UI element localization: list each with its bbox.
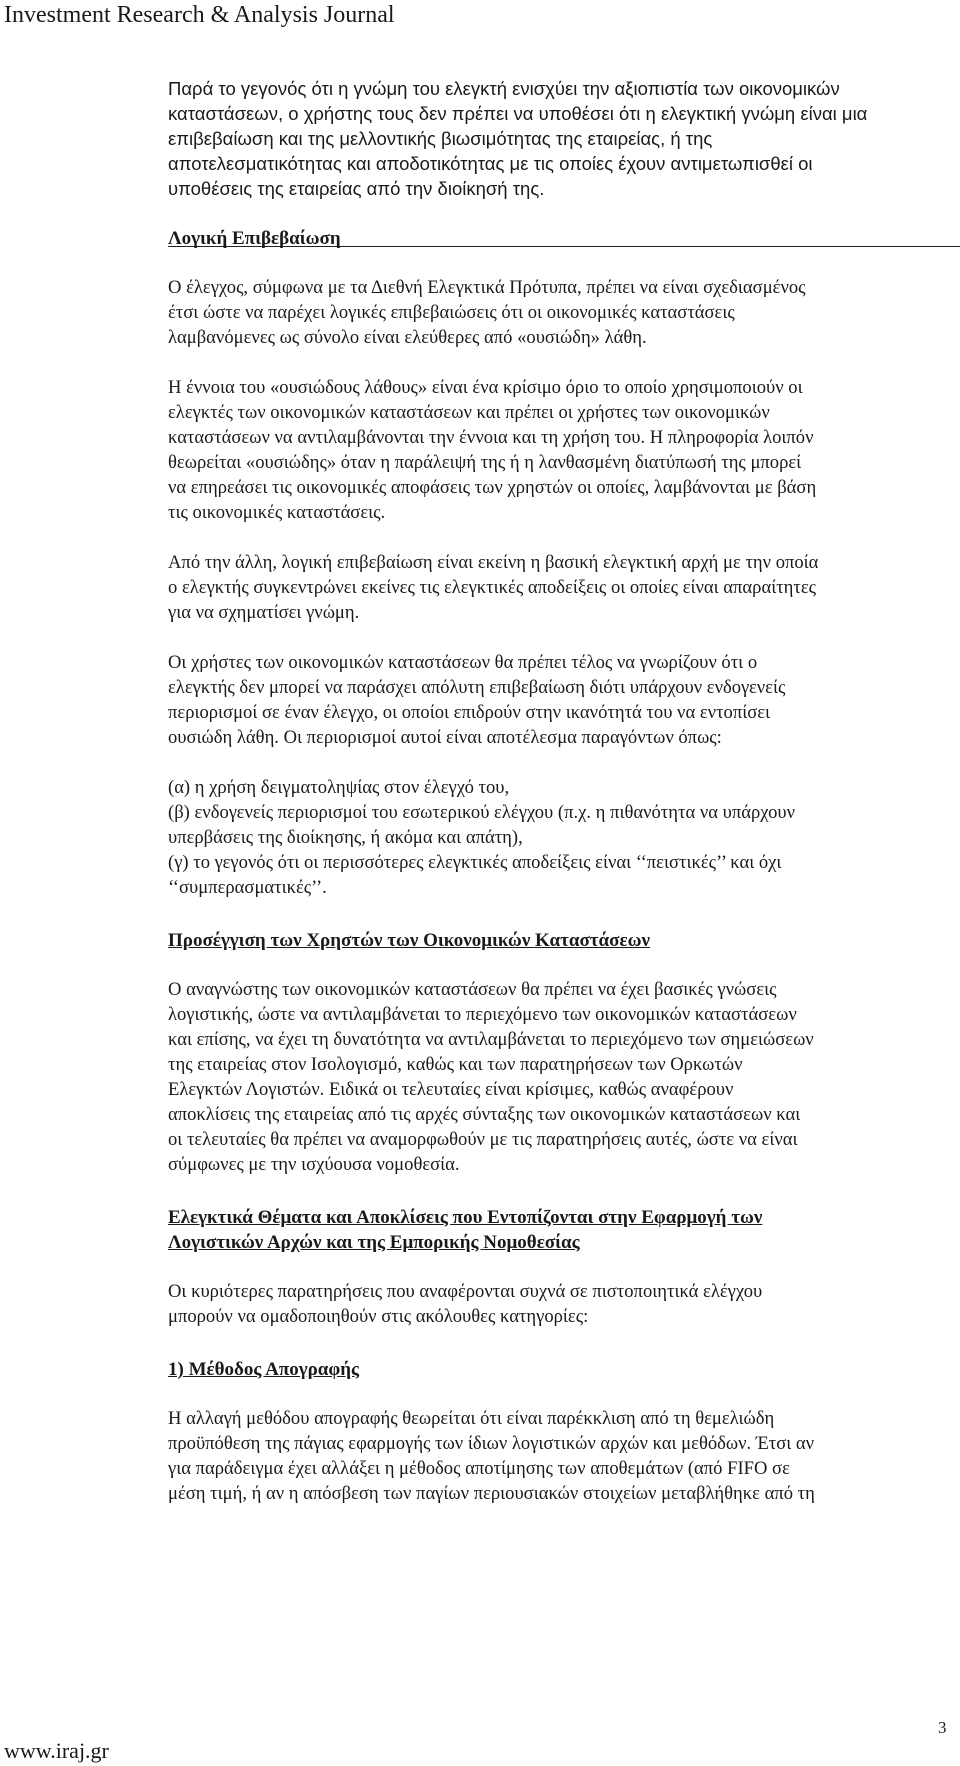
- section-heading: 1) Μέθοδος Απογραφής: [168, 1359, 360, 1380]
- factor-list: [168, 775, 948, 900]
- section-heading: [168, 1205, 948, 1255]
- paragraph: [168, 977, 948, 1177]
- heading-line: Ελεγκτικά Θέματα και Αποκλίσεις που Εντοπίζονται στην Εφαρμογή των: [168, 1207, 763, 1228]
- text-line: αποτελεσματικότητας και αποδοτικότητας με τις οποίες έχουν αντιμετωπισθεί οι: [168, 153, 813, 174]
- text-line: λαμβανόμενες ως σύνολο είναι ελεύθερες από «ουσιώδη» λάθη.: [168, 327, 647, 348]
- running-head: Investment Research & Analysis Journal: [4, 2, 395, 28]
- text-line: επιβεβαίωση και της μελλοντικής βιωσιμότητας της εταιρείας, ή της: [168, 128, 713, 149]
- paragraph: [168, 1279, 948, 1329]
- text-line: ουσιώδη λάθη. Οι περιορισμοί αυτοί είναι αποτέλεσμα παραγόντων όπως:: [168, 727, 722, 748]
- text-line: για παράδειγμα έχει αλλάξει η μέθοδος αποτίμησης των αποθεμάτων (από FIFO σε: [168, 1458, 790, 1479]
- footer-url: www.iraj.gr: [4, 1738, 109, 1763]
- section-heading: Προσέγγιση των Χρηστών των Οικονομικών Καταστάσεων: [168, 930, 650, 951]
- text-line: της εταιρείας στον Ισολογισμό, καθώς και των παρατηρήσεων των Ορκωτών: [168, 1054, 743, 1075]
- text-line: Ο αναγνώστης των οικονομικών καταστάσεων θα πρέπει να έχει βασικές γνώσεις: [168, 979, 777, 1000]
- intro-paragraph: [168, 76, 948, 201]
- text-line: Η έννοια του «ουσιώδους λάθους» είναι ένα κρίσιμο όριο το οποίο χρησιμοποιούν οι: [168, 377, 803, 398]
- list-item: (β) ενδογενείς περιορισμοί του εσωτερικού ελέγχου (π.χ. η πιθανότητα να υπάρχουν: [168, 802, 796, 823]
- text-line: οι τελευταίες θα πρέπει να αναμορφωθούν με τις παρατηρήσεις αυτές, ώστε να είναι: [168, 1129, 798, 1150]
- paragraph: [168, 375, 948, 525]
- text-line: περιορισμοί σε έναν έλεγχο, οι οποίοι επιδρούν στην ικανότητά του να εντοπίσει: [168, 702, 771, 723]
- text-line: και επίσης, να έχει τη δυνατότητα να αντιλαμβάνεται το περιεχόμενο των σημειώσεων: [168, 1029, 814, 1050]
- heading-line: Λογιστικών Αρχών και της Εμπορικής Νομοθεσίας: [168, 1232, 580, 1253]
- text-line: σύμφωνες με την ισχύουσα νομοθεσία.: [168, 1154, 460, 1175]
- text-line: για να σχηματίσει γνώμη.: [168, 602, 360, 623]
- text-line: ελεγκτές των οικονομικών καταστάσεων και πρέπει οι χρήστες των οικονομικών: [168, 402, 770, 423]
- text-line: καταστάσεων να αντιλαμβάνονται την έννοια και τη χρήση του. Η πληροφορία λοιπόν: [168, 427, 814, 448]
- text-line: ελεγκτής δεν μπορεί να παράσχει απόλυτη επιβεβαίωση διότι υπάρχουν ενδογενείς: [168, 677, 786, 698]
- text-line: Παρά το γεγονός ότι η γνώμη του ελεγκτή ενισχύει την αξιοπιστία των οικονομικών: [168, 78, 840, 99]
- text-line: υποθέσεις της εταιρείας από την διοίκησή της.: [168, 178, 545, 199]
- paragraph: [168, 550, 948, 625]
- page-number: 3: [938, 1718, 947, 1737]
- text-line: Οι κυριότερες παρατηρήσεις που αναφέρονται συχνά σε πιστοποιητικά ελέγχου: [168, 1281, 763, 1302]
- list-item: ‘‘συμπερασματικές’’.: [168, 877, 327, 898]
- text-line: μέση τιμή, ή αν η απόσβεση των παγίων περιουσιακών στοιχείων μεταβλήθηκε από τη: [168, 1483, 815, 1504]
- paragraph: [168, 650, 948, 750]
- text-line: μπορούν να ομαδοποιηθούν στις ακόλουθες κατηγορίες:: [168, 1306, 589, 1327]
- text-line: αποκλίσεις της εταιρείας από τις αρχές σύνταξης των οικονομικών καταστάσεων και: [168, 1104, 801, 1125]
- paragraph: [168, 1406, 948, 1506]
- section-heading: Λογική Επιβεβαίωση: [168, 228, 341, 249]
- list-item: (α) η χρήση δειγματοληψίας στον έλεγχό του,: [168, 777, 510, 798]
- text-line: Ο έλεγχος, σύμφωνα με τα Διεθνή Ελεγκτικά Πρότυπα, πρέπει να είναι σχεδιασμένος: [168, 277, 806, 298]
- text-line: θεωρείται «ουσιώδης» όταν η παράλειψή της ή η λανθασμένη διατύπωσή της μπορεί: [168, 452, 802, 473]
- article-body: [168, 76, 948, 201]
- text-line: Από την άλλη, λογική επιβεβαίωση είναι εκείνη η βασική ελεγκτική αρχή με την οποία: [168, 552, 819, 573]
- text-line: καταστάσεων, ο χρήστης τους δεν πρέπει να υποθέσει ότι η ελεγκτική γνώμη είναι μια: [168, 103, 868, 124]
- list-item: υπερβάσεις της διοίκησης, ή ακόμα και απάτη),: [168, 827, 523, 848]
- text-line: προϋπόθεση της πάγιας εφαρμογής των ίδιων λογιστικών αρχών και μεθόδων. Έτσι αν: [168, 1433, 815, 1454]
- text-line: ο ελεγκτής συγκεντρώνει εκείνες τις ελεγκτικές αποδείξεις οι οποίες είναι απαραίτητες: [168, 577, 817, 598]
- text-line: να επηρεάσει τις οικονομικές αποφάσεις των χρηστών οι οποίες, λαμβάνονται με βάση: [168, 477, 817, 498]
- paragraph: [168, 275, 948, 350]
- text-line: λογιστικής, ώστε να αντιλαμβάνεται το περιεχόμενο των οικονομικών καταστάσεων: [168, 1004, 797, 1025]
- text-line: Ελεγκτών Λογιστών. Ειδικά οι τελευταίες είναι κρίσιμες, καθώς αναφέρουν: [168, 1079, 734, 1100]
- text-line: έτσι ώστε να παρέχει λογικές επιβεβαιώσεις ότι οι οικονομικές καταστάσεις: [168, 302, 735, 323]
- text-line: Οι χρήστες των οικονομικών καταστάσεων θα πρέπει τέλος να γνωρίζουν ότι ο: [168, 652, 758, 673]
- list-item: (γ) το γεγονός ότι οι περισσότερες ελεγκτικές αποδείξεις είναι ‘‘πειστικές’’ και όχι: [168, 852, 782, 873]
- text-line: τις οικονομικές καταστάσεις.: [168, 502, 386, 523]
- section-logical-assurance: [168, 226, 948, 1506]
- text-line: Η αλλαγή μεθόδου απογραφής θεωρείται ότι είναι παρέκκλιση από τη θεμελιώδη: [168, 1408, 775, 1429]
